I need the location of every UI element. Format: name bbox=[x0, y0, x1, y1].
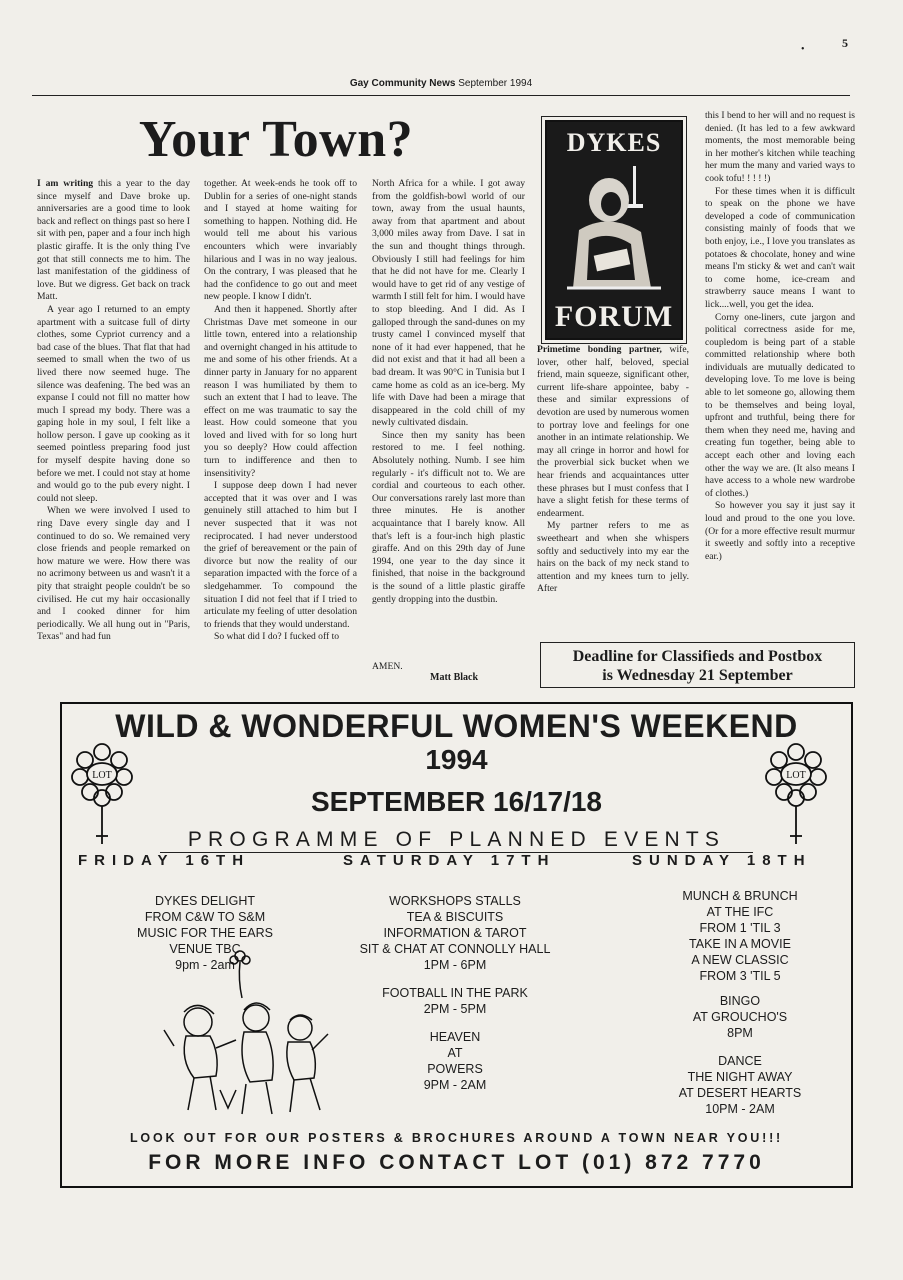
day-friday: FRIDAY 16TH bbox=[78, 852, 251, 869]
sunday-events-3 bbox=[640, 1053, 840, 1117]
event-line: 10PM - 2AM bbox=[705, 1102, 775, 1116]
ad-title: WILD & WONDERFUL WOMEN'S WEEKEND bbox=[115, 708, 798, 744]
forum-paragraph: My partner refers to me as sweetheart and when she whispers softly and seductively into my ear the hairs on the back of my neck stand to attention and my knees turn to jelly. After bbox=[537, 520, 689, 595]
lot-flower-logo bbox=[66, 740, 138, 846]
event-line: TAKE IN A MOVIE bbox=[689, 937, 791, 951]
article-text: this a year to the day since myself and Dave broke up. anniversaries are a good time to look back and reflect on things past so here I sit with pen, paper and a four inch high plastic giraffe. It is the only thing I've got that still connects me to him. The last manifestation of the giddiness of love. But we digress. Get back on track Matt. bbox=[37, 178, 190, 303]
article-paragraph: I suppose deep down I had never accepted that it was over and I was genuinely still attached to him but I never suspected that it was not reciprocated. I had never understood the grief of bereavement or the pain of divorce but now the reality of our separation impacted with the force of a sledgehammer. To compound the situation I did not feel that if I tried to articulate my feeling of utter desolation to friends that they would understand. bbox=[204, 480, 357, 630]
deadline-notice bbox=[540, 642, 855, 688]
event-line: TEA & BISCUITS bbox=[406, 910, 504, 924]
dancing-women-cartoon bbox=[160, 950, 330, 1120]
event-line: SIT & CHAT AT CONNOLLY HALL bbox=[359, 942, 551, 956]
saturday-events-1 bbox=[340, 893, 570, 973]
forum-paragraph: For these times when it is difficult to speak on the phone we have developed a code of communication consisting mainly of foods that we both enjoy, i.e., I love you translates as potatoes & chocolate, honey and wine means I'm sticky & wet and can't wait to come home, ice-cream and strawberry sauce means I want to lick....well, you get the idea. bbox=[705, 185, 855, 310]
page-dot: • bbox=[801, 44, 805, 55]
ad-lookout-line: LOOK OUT FOR OUR POSTERS & BROCHURES AROUND A TOWN NEAR YOU!!! bbox=[130, 1131, 783, 1145]
event-line: HEAVEN bbox=[429, 1030, 481, 1044]
event-line: WORKSHOPS STALLS bbox=[389, 894, 521, 908]
article-paragraph: When we were involved I used to ring Dave every single day and I continued to do so. We remained very close friends and people remarked on how mature we were. How there was no acrimony between us and wasn't it a pity that straight people couldn't be so civilised. He cut my hair occasionally and I cooked dinner for him periodically. We all hung out in "Paris, Texas" and had fun bbox=[37, 505, 190, 643]
event-line: POWERS bbox=[427, 1062, 483, 1076]
ad-dates: SEPTEMBER 16/17/18 bbox=[310, 786, 603, 817]
day-saturday: SATURDAY 17TH bbox=[343, 852, 556, 869]
saturday-events-2 bbox=[340, 985, 570, 1017]
sunday-events-2 bbox=[640, 993, 840, 1041]
ad-programme-heading: PROGRAMME OF PLANNED EVENTS bbox=[187, 828, 726, 851]
dykes-forum-title-top: DYKES bbox=[566, 128, 662, 157]
page-number: 5 bbox=[842, 36, 848, 50]
article-paragraph bbox=[37, 178, 190, 304]
article-paragraph: North Africa for a while. I got away from the goldfish-bowl world of our town, away from the usual haunts, away from that apartment and about 3,000 miles away from Dave. I sat in the sun and thought things through. Obviously I still had feelings for him that he did not have for me. Clearly I would have to get rid of any vestige of warmth I still felt for him. I would have to stop bleeding. And I did. As I galloped through the sand-dunes on my trusty camel I convinced myself that none of it had ever happened, that he did not exist and that it had all been a bad dream. It was 90°C in Tunisia but I came home as cold as an ice-berg. My life with Dave had been a mirage that disappeared in the cold chill of my newly cultivated disdain. bbox=[372, 178, 525, 429]
masthead-title: Gay Community News bbox=[349, 78, 456, 89]
event-line: DYKES DELIGHT bbox=[154, 894, 256, 908]
masthead-rule bbox=[32, 95, 850, 96]
dykes-forum-title-bottom: FORUM bbox=[554, 300, 674, 333]
article-paragraph: together. At week-ends he took off to Dublin for a series of one-night stands and I stayed at home waiting for something to happen. Nothing did. He would tell me about his various encounters which were invariably hilarious and I was in no way jealous. On the contrary, I was pleased that he had the confidence to go out and meet new people. I know I didn't. bbox=[204, 178, 357, 303]
article-column-1 bbox=[37, 178, 190, 644]
masthead bbox=[32, 78, 850, 89]
article-lead: I am writing bbox=[37, 178, 94, 189]
forum-paragraph: So however you say it just say it loud and proud to the one you love. (Or for a more effective result murmur it sweetly and softly into a receptive ear.) bbox=[705, 500, 855, 562]
forum-paragraph: Corny one-liners, cute jargon and political correctness aside for me, coupledom is being part of a stable committed relationship where both individuals are mutually dedicated to developing love. To me love is being able to let someone go, allowing them to be themselves and being loyal, upfront and truthful, being there for them when they need me, having and creating fun together, being able to accept each other and loving each other the way we are. (It also means I have access to a whole new wardrobe of clothes.) bbox=[705, 311, 855, 499]
ad-contact-line: FOR MORE INFO CONTACT LOT (01) 872 7770 bbox=[148, 1151, 765, 1174]
ad-year: 1994 bbox=[425, 744, 488, 775]
event-line: FROM 1 'TIL 3 bbox=[699, 921, 781, 935]
event-line: 1PM - 6PM bbox=[423, 958, 487, 972]
lot-logo-text: LOT bbox=[92, 770, 112, 781]
forum-text: wife, lover, other half, beloved, special friend, main squeeze, significant other, current life-share appointee, baby - these and similar expressions of devotion are used by numerous women to portray love and feelings for one another in an intimate relationship. We may all cringe in horror and howl for the proverbial sick bucket when we hear friends and acquaintances utter these phrases but I must confess that I have a slight fetish for these terms of endearment. bbox=[537, 344, 689, 519]
event-line: 8PM bbox=[727, 1026, 753, 1040]
event-line: VENUE TBC bbox=[169, 942, 241, 956]
event-line: MUSIC FOR THE EARS bbox=[137, 926, 273, 940]
event-line: INFORMATION & TAROT bbox=[383, 926, 527, 940]
forum-lead: Primetime bonding partner, bbox=[537, 344, 662, 355]
article-column-3 bbox=[372, 178, 525, 606]
forum-paragraph: this I bend to her will and no request is denied. (It has led to a few awkward moments, the most memorable being in her mother's kitchen while teaching her mum the many and varied ways to cook tofu! ! ! ! !) bbox=[705, 110, 855, 184]
event-line: A NEW CLASSIC bbox=[691, 953, 789, 967]
deadline-line-2: is Wednesday 21 September bbox=[602, 667, 793, 684]
article-headline: Your Town? bbox=[138, 111, 414, 168]
deadline-line-1: Deadline for Classifieds and Postbox bbox=[572, 648, 823, 665]
day-sunday: SUNDAY 18TH bbox=[632, 852, 812, 869]
event-line: FOOTBALL IN THE PARK bbox=[382, 986, 528, 1000]
event-line: DANCE bbox=[718, 1054, 762, 1068]
article-paragraph: Since then my sanity has been restored to me. I feel nothing. Absolutely nothing. Numb. I see him regularly - it's difficult not to. We are cordial and courteous to each other. Our conversations rarely last more than three minutes. He is another acquaintance that I barely know. All that's left is a four-inch high plastic giraffe. And on this 29th day of June 1994, one year to the day since it finished, that noise in the background is the sound of a little plastic giraffe gently dropping into the dustbin. bbox=[372, 429, 525, 605]
event-line: FROM C&W TO S&M bbox=[144, 910, 266, 924]
article-paragraph: So what did I do? I fucked off to bbox=[214, 631, 340, 643]
event-line: 2PM - 5PM bbox=[423, 1002, 487, 1016]
article-paragraph: A year ago I returned to an empty apartment with a suitcase full of dirty clothes, some Cypriot currency and a bad case of the blues. That flat that had seemed to small when the two of us lived there now seemed huge. The silence was deafening. The bed was an expanse I could not fill no matter how much I spread my body. There was a gaping hole in my soul, I felt like a hollow person. I gave up cooking as it seemed pointless preparing food just for myself despite having done so before we met. I could not stay at home and would go to the pub every night. I could not sleep. bbox=[37, 303, 190, 504]
masthead-date: September 1994 bbox=[455, 78, 533, 89]
saturday-events-3 bbox=[340, 1029, 570, 1093]
event-line: 9pm - 2am bbox=[175, 958, 235, 972]
forum-column-2 bbox=[705, 110, 855, 563]
forum-paragraph bbox=[537, 344, 689, 520]
article-author: Matt Black bbox=[430, 672, 479, 683]
lot-logo-text: LOT bbox=[786, 770, 806, 781]
article-amen: AMEN. bbox=[372, 661, 403, 672]
forum-column-1 bbox=[537, 344, 689, 596]
sunday-events-1 bbox=[640, 888, 840, 984]
article-column-2 bbox=[204, 178, 357, 644]
event-line: AT THE IFC bbox=[706, 905, 774, 919]
event-line: FROM 3 'TIL 5 bbox=[699, 969, 781, 983]
lot-flower-logo bbox=[760, 740, 832, 846]
event-line: MUNCH & BRUNCH bbox=[682, 889, 798, 903]
event-line: 9PM - 2AM bbox=[423, 1078, 487, 1092]
article-paragraph: And then it happened. Shortly after Christmas Dave met someone in our little town, entered into a relationship and overnight changed in his attitude to me and some of his other friends. At a dinner party in January for no apparent reason I was humiliated by them to such an extent that I had to leave. The effect on me was traumatic to say the least. How could someone that you loved and lived with for so long hurt you so deeply? How could affection turn to indifference and then to insensitivity? bbox=[204, 303, 357, 479]
woman-reading-illustration bbox=[559, 160, 669, 296]
event-line: THE NIGHT AWAY bbox=[687, 1070, 793, 1084]
event-line: AT GROUCHO'S bbox=[692, 1010, 788, 1024]
dykes-forum-logo bbox=[545, 120, 683, 340]
event-line: AT DESERT HEARTS bbox=[678, 1086, 802, 1100]
event-line: BINGO bbox=[719, 994, 761, 1008]
event-line: AT bbox=[447, 1046, 463, 1060]
